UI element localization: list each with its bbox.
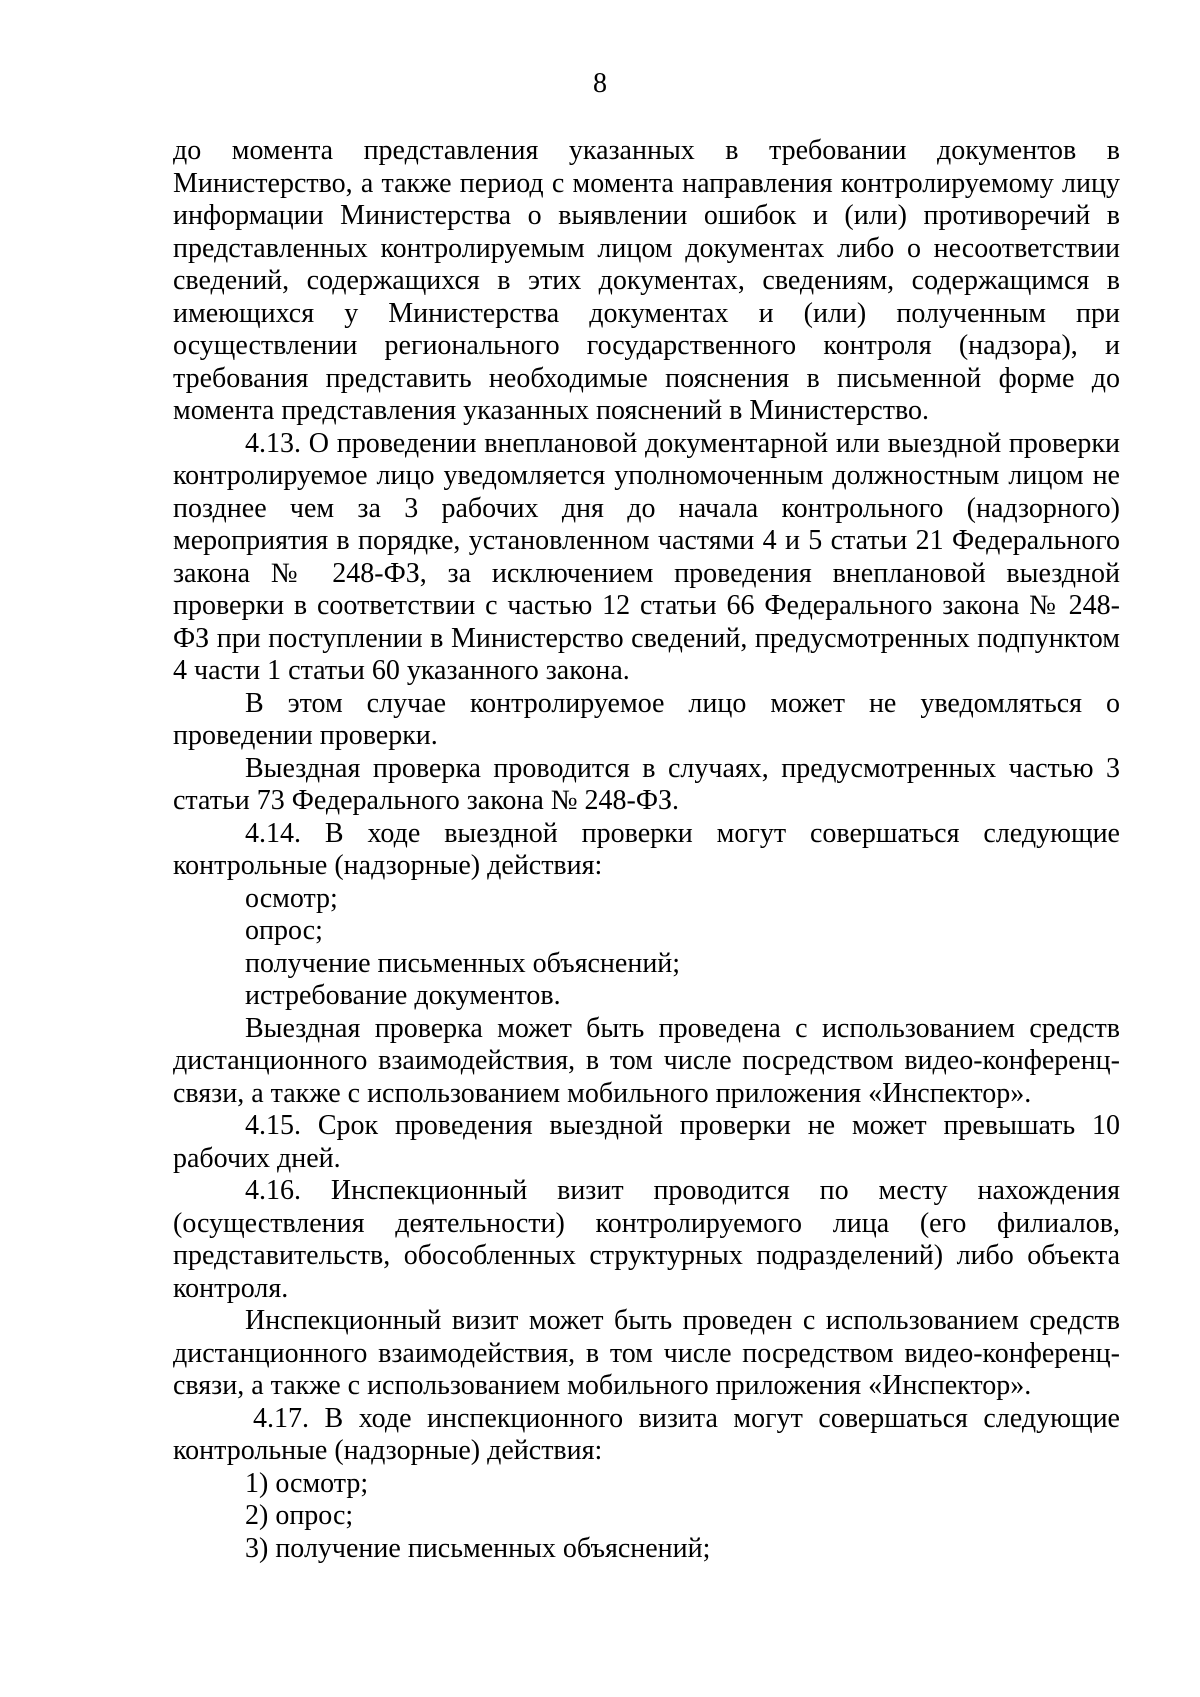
list-item: осмотр; <box>245 882 338 914</box>
paragraph-notification-exception: В этом случае контролируемое лицо может не уведомляться о проведении проверки. <box>173 687 1120 751</box>
paragraph-4-16: 4.16. Инспекционный визит проводится по месту нахождения (осуществления деятельности) контролируемого лица (его филиалов, представительств, обособленных структурных подразделений) либо объекта контроля. <box>173 1175 1120 1304</box>
paragraph-4-17: 4.17. В ходе инспекционного визита могут совершаться следующие контрольные (надзорные) действия: <box>173 1402 1120 1466</box>
list-item: 1) осмотр; <box>245 1467 369 1499</box>
paragraph-remote-onsite: Выездная проверка может быть проведена с использованием средств дистанционного взаимодействия, в том числе посредством видео-конференц-связи, а также с использованием мобильного приложения «Инспектор». <box>173 1012 1120 1109</box>
paragraph-onsite-cases: Выездная проверка проводится в случаях, предусмотренных частью 3 статьи 73 Федерального закона № 248-ФЗ. <box>173 752 1120 816</box>
page-number: 8 <box>593 68 607 99</box>
document-body <box>173 135 1120 1565</box>
paragraph-continuation: до момента представления указанных в требовании документов в Министерство, а также период с момента направления контролируемому лицу информации Министерства о выявлении ошибок и (или) противоречий в представленных контролируемым лицом документах либо о несоответствии сведений, содержащихся в этих документах, сведениям, содержащимся в имеющихся у Министерства документах и (или) полученным при осуществлении регионального государственного контроля (надзора), и требования представить необходимые пояснения в письменной форме до момента представления указанных пояснений в Министерство. <box>173 135 1120 426</box>
list-item: опрос; <box>245 915 323 946</box>
list-item: получение письменных объяснений; <box>245 947 681 979</box>
paragraph-remote-inspection: Инспекционный визит может быть проведен с использованием средств дистанционного взаимодействия, в том числе посредством видео-конференц-связи, а также с использованием мобильного приложения «Инспектор». <box>173 1305 1120 1401</box>
paragraph-4-15: 4.15. Срок проведения выездной проверки не может превышать 10 рабочих дней. <box>173 1110 1120 1174</box>
paragraph-4-13: 4.13. О проведении внеплановой документарной или выездной проверки контролируемое лицо уведомляется уполномоченным должностным лицом не позднее чем за 3 рабочих дня до начала контрольного (надзорного) мероприятия в порядке, установленном частями 4 и 5 статьи 21 Федерального закона № 248-ФЗ, за исключением проведения внеплановой выездной проверки в соответствии с частью 12 статьи 66 Федерального закона № 248-ФЗ при поступлении в Министерство сведений, предусмотренных подпунктом 4 части 1 статьи 60 указанного закона. <box>173 427 1120 686</box>
list-item: 2) опрос; <box>245 1500 354 1531</box>
list-item: истребование документов. <box>245 980 561 1011</box>
paragraph-4-14: 4.14. В ходе выездной проверки могут совершаться следующие контрольные (надзорные) действия: <box>173 817 1120 881</box>
list-item: 3) получение письменных объяснений; <box>245 1532 711 1564</box>
